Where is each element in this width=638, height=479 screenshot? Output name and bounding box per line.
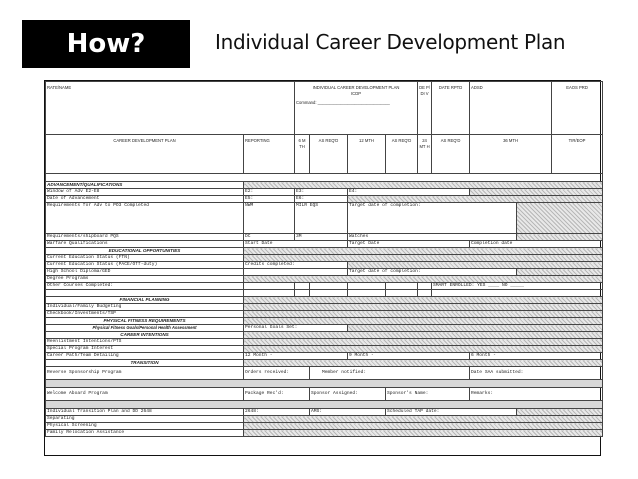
fin-section-heading: FINANCIAL PLANNING xyxy=(46,297,244,304)
rate-name-cell[interactable] xyxy=(46,82,295,135)
special-shade xyxy=(244,346,603,353)
other-courses-2-cell-1[interactable] xyxy=(244,290,295,297)
how-label-box xyxy=(22,20,190,68)
path-6-month[interactable]: 6 Month - xyxy=(470,353,603,360)
other-courses-2-cell-6[interactable] xyxy=(418,290,432,297)
bar-row-2 xyxy=(46,401,603,409)
edu-ftn-row xyxy=(46,255,603,262)
reqs-adv-target[interactable]: Target date of completion: xyxy=(348,203,517,234)
itp-label: Individual Transition Plan and DD 2648 xyxy=(46,409,244,416)
as-reqd-header-1-text: AS REQ'D xyxy=(318,138,339,143)
reenlist-label: Reenlistment Intentions/PTS xyxy=(46,339,244,346)
req-pqs-watches[interactable]: Watches xyxy=(348,234,517,241)
other-courses-2-cell-3[interactable] xyxy=(310,290,348,297)
window-adv-label: Window of Adv E2-E8 xyxy=(46,189,244,196)
req-pqs-3m[interactable]: 3M xyxy=(295,234,348,241)
spacer-cell xyxy=(46,174,603,182)
welcome-sponsor-assigned[interactable]: Sponsor Assigned: xyxy=(310,388,386,401)
reporting-header-text: REPORTING xyxy=(245,138,270,143)
date-adv-shade xyxy=(348,196,603,203)
family-relocation-shade xyxy=(244,430,603,437)
welcome-package[interactable]: Package Rec'd: xyxy=(244,388,310,401)
warfare-target[interactable]: Target Date xyxy=(348,241,470,248)
req-pqs-dc[interactable]: DC xyxy=(244,234,295,241)
eaos-prd-cell xyxy=(552,82,603,135)
warfare-label: Warfare Qualifications xyxy=(46,241,244,248)
checkbook-shade xyxy=(244,311,603,318)
degree-shade xyxy=(244,276,603,283)
reqs-adv-nwm[interactable]: NWM xyxy=(244,203,295,234)
as-reqd-header-2-text: AS REQ'D xyxy=(391,138,412,143)
family-relocation-label: Family Relocation Assistance xyxy=(46,430,244,437)
as-reqd-header-2 xyxy=(386,135,418,174)
adv-section-row xyxy=(46,182,603,189)
other-courses-2-cell-2[interactable] xyxy=(295,290,310,297)
twentyfour-month-header xyxy=(418,135,432,174)
adv-section-shade xyxy=(244,182,603,189)
career-plan-form xyxy=(44,80,601,456)
phys-goals-label: Physical Fitness Goals/Personal Health Assessment xyxy=(46,325,244,332)
warfare-completion[interactable]: Completion date xyxy=(470,241,603,248)
window-adv-e2[interactable]: E2: xyxy=(244,189,295,196)
warfare-start[interactable]: Start Date xyxy=(244,241,348,248)
budgeting-shade xyxy=(244,304,603,311)
smart-enrolled[interactable]: SMART ENROLLED: YES ____ NO _____ xyxy=(432,283,603,290)
sponsorship-date[interactable]: Date SAA submitted: xyxy=(470,367,603,380)
reenlist-shade xyxy=(244,339,603,346)
phys-goals-shade xyxy=(348,325,603,332)
checkbook-row xyxy=(46,311,603,318)
other-courses-label: Other Courses Completed: xyxy=(46,283,244,290)
sponsorship-orders[interactable]: Orders received: xyxy=(244,367,310,380)
phys-section-row xyxy=(46,318,603,325)
transition-section-shade xyxy=(244,360,603,367)
plan-title-cell xyxy=(295,82,418,135)
other-courses-row xyxy=(46,283,603,290)
edu-ftn-label: Current Education Status (FTN) xyxy=(46,255,244,262)
reqs-adv-label: Requirements for Adv to PO3 Completed xyxy=(46,203,244,234)
other-courses-2-cell-5[interactable] xyxy=(386,290,418,297)
separating-label: Separating xyxy=(46,416,244,423)
career-section-shade xyxy=(244,332,603,339)
fin-section-shade xyxy=(244,297,603,304)
req-pqs-row xyxy=(46,234,603,241)
other-courses-cell-5[interactable] xyxy=(386,283,418,290)
edu-ftn-shade xyxy=(244,255,603,262)
phys-screening-shade xyxy=(244,423,603,430)
other-courses-cell-6[interactable] xyxy=(418,283,432,290)
budgeting-row xyxy=(46,304,603,311)
path-label: Career Path/Team Detailing xyxy=(46,353,244,360)
thirtysix-month-header-text: 36 MTH xyxy=(503,138,518,143)
separating-row xyxy=(46,416,603,423)
edu-credits[interactable]: Credits completed: xyxy=(244,262,348,269)
bar-divider-2 xyxy=(46,401,603,409)
reenlist-row xyxy=(46,339,603,346)
phys-screening-label: Physical Screening xyxy=(46,423,244,430)
separating-shade xyxy=(244,416,603,423)
welcome-sponsor-name[interactable]: Sponsor's Name: xyxy=(386,388,470,401)
edu-pace-shade xyxy=(348,262,603,269)
hs-diploma-label: High School Diploma/GED xyxy=(46,269,244,276)
reqs-adv-row xyxy=(46,203,603,234)
form-table xyxy=(45,81,603,437)
as-reqd-header-3 xyxy=(432,135,470,174)
welcome-label: Welcome Aboard Program xyxy=(46,388,244,401)
sponsorship-row xyxy=(46,367,603,380)
degree-label: Degree Programs xyxy=(46,276,244,283)
itp-ams[interactable]: AMS: xyxy=(310,409,386,416)
other-courses-blank[interactable] xyxy=(46,290,244,297)
budgeting-label: Individual/Family Budgeting xyxy=(46,304,244,311)
edu-section-heading: EDUCATIONAL OPPORTUNITIES xyxy=(46,248,244,255)
date-adv-e5[interactable]: E5: xyxy=(244,196,295,203)
edu-section-shade xyxy=(244,248,603,255)
transition-section-row xyxy=(46,360,603,367)
degree-row xyxy=(46,276,603,283)
sponsorship-label: Reverse Sponsorship Program xyxy=(46,367,244,380)
phys-personal-goals[interactable]: Personal Goals Set: xyxy=(244,325,348,332)
adsd-cell xyxy=(470,82,552,135)
edu-section-row xyxy=(46,248,603,255)
welcome-row xyxy=(46,388,603,401)
sponsorship-member[interactable]: Member notified: xyxy=(310,367,470,380)
fin-section-row xyxy=(46,297,603,304)
date-adv-e6[interactable]: E6: xyxy=(295,196,348,203)
bar-row-1 xyxy=(46,380,603,388)
command-field[interactable]: Command: _______________________________ xyxy=(296,100,390,105)
twelve-month-header xyxy=(348,135,386,174)
phys-screening-row xyxy=(46,423,603,430)
other-courses-cell-2[interactable] xyxy=(295,283,310,290)
form-top-row xyxy=(46,82,603,135)
warfare-row xyxy=(46,241,603,248)
special-row xyxy=(46,346,603,353)
plan-title: INDIVIDUAL CAREER DEVELOPMENT PLAN xyxy=(312,85,400,90)
edu-pace-row xyxy=(46,262,603,269)
career-plan-header-text: CAREER DEVELOPMENT PLAN xyxy=(113,138,176,143)
hs-diploma-shade xyxy=(517,269,603,276)
phys-goals-row xyxy=(46,325,603,332)
date-rptd-label: DATE RPTD xyxy=(438,85,463,90)
other-courses-cell-1[interactable] xyxy=(244,283,295,290)
twelve-month-header-text: 12 MTH xyxy=(359,138,374,143)
reqs-adv-milr[interactable]: MILR EQS xyxy=(295,203,348,234)
edu-pace-label: Current Education Status (PACE/Off-duty) xyxy=(46,262,244,269)
phys-section-shade xyxy=(244,318,603,325)
itp-tap-date[interactable]: Scheduled TAP date: xyxy=(386,409,517,416)
other-courses-2-cell-4[interactable] xyxy=(348,290,386,297)
other-courses-row-2 xyxy=(46,290,603,297)
form-spacer-row xyxy=(46,174,603,182)
req-pqs-label: Requirements/shipboard PQS xyxy=(46,234,244,241)
tir-eop-header xyxy=(552,135,603,174)
dept-div-cell xyxy=(418,82,432,135)
date-adv-label: Date of Advancement xyxy=(46,196,244,203)
hs-diploma-target[interactable]: Target date of completion: xyxy=(348,269,517,276)
req-pqs-shade xyxy=(517,234,603,241)
window-adv-row xyxy=(46,189,603,196)
eaos-prd-label: EAOS PRD xyxy=(566,85,588,90)
window-adv-e3[interactable]: E3: xyxy=(295,189,348,196)
hs-diploma-blank[interactable] xyxy=(244,269,348,276)
path-9-month[interactable]: 9 Month - xyxy=(348,353,470,360)
tir-eop-header-text: TIR/EOP xyxy=(568,138,586,143)
column-header-row xyxy=(46,135,603,174)
family-relocation-row xyxy=(46,430,603,437)
path-row xyxy=(46,353,603,360)
transition-section-heading: TRANSITION xyxy=(46,360,244,367)
path-12-month[interactable]: 12 Month - xyxy=(244,353,348,360)
career-section-heading: CAREER INTENTIONS xyxy=(46,332,244,339)
six-month-header xyxy=(295,135,310,174)
how-label: How? xyxy=(66,29,146,59)
adsd-label: ADSD xyxy=(471,85,483,90)
slide-title: Individual Career Development Plan xyxy=(215,30,566,54)
rate-name-label: RATE/NAME xyxy=(47,85,72,90)
reqs-adv-shade xyxy=(517,203,603,234)
phys-section-heading: PHYSICAL FITNESS REQUIREMENTS xyxy=(46,318,244,325)
adv-section-heading: ADVANCEMENT/QUALIFICATIONS xyxy=(46,182,244,189)
special-label: Special Program Interest xyxy=(46,346,244,353)
date-rptd-cell xyxy=(432,82,470,135)
thirtysix-month-header xyxy=(470,135,552,174)
career-plan-header xyxy=(46,135,244,174)
other-courses-2-cell-7[interactable] xyxy=(432,290,603,297)
itp-row xyxy=(46,409,603,416)
as-reqd-header-3-text: AS REQ'D xyxy=(440,138,461,143)
as-reqd-header-1 xyxy=(310,135,348,174)
reporting-header xyxy=(244,135,295,174)
dept-div-label: DE P/ DI V xyxy=(419,85,430,96)
itp-2648[interactable]: 2648: xyxy=(244,409,310,416)
twentyfour-month-header-text: 24 MT H xyxy=(419,138,430,149)
date-adv-row xyxy=(46,196,603,203)
itp-shade xyxy=(517,409,603,416)
checkbook-label: Checkbook/Investments/TSP xyxy=(46,311,244,318)
window-adv-shade xyxy=(470,189,603,196)
plan-subtitle: ICDP xyxy=(351,91,362,96)
six-month-header-text: 6 M TH xyxy=(298,138,306,149)
window-adv-e4[interactable]: E4: xyxy=(348,189,470,196)
hs-diploma-row xyxy=(46,269,603,276)
other-courses-cell-4[interactable] xyxy=(348,283,386,290)
other-courses-cell-3[interactable] xyxy=(310,283,348,290)
welcome-remarks[interactable]: Remarks: xyxy=(470,388,603,401)
bar-divider-1 xyxy=(46,380,603,388)
career-section-row xyxy=(46,332,603,339)
